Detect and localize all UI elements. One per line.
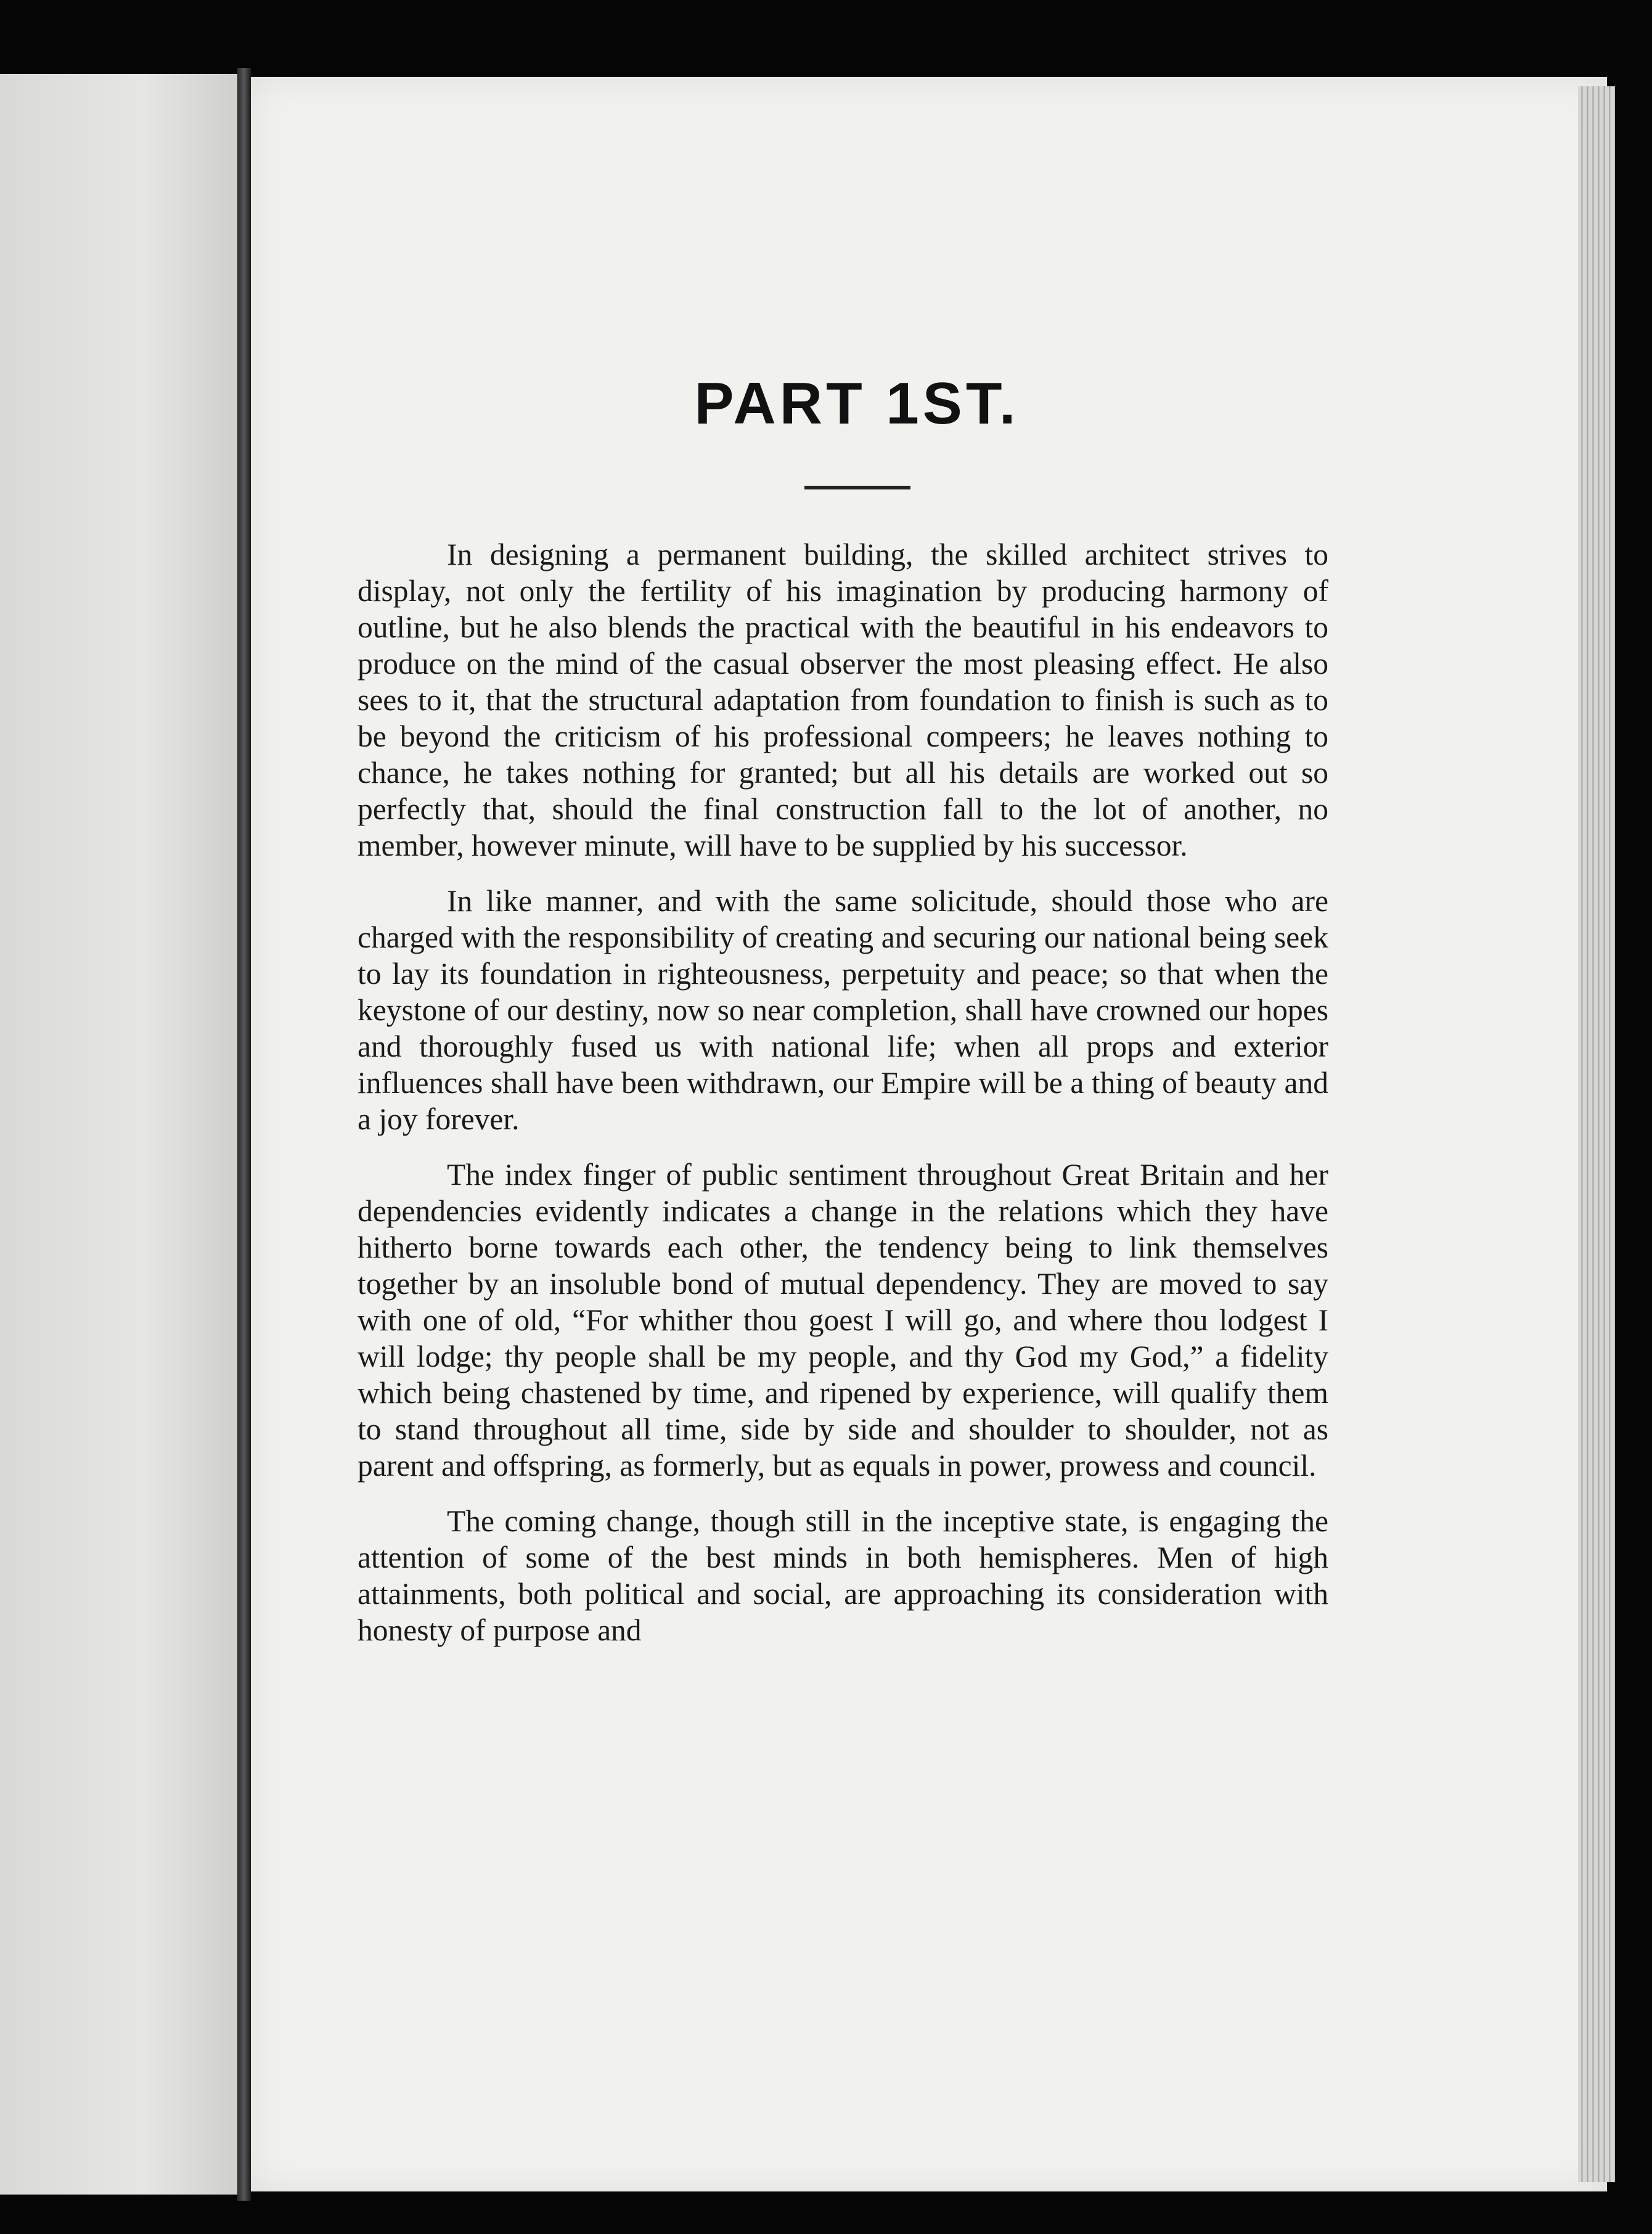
paragraph-3: The index finger of public sentiment throughout Great Britain and her dependencies evidently indicates a change in the relations which they have hitherto borne towards each other, the tendency being to link themselves together by an insoluble bond of mutual dependency. They are moved to say with one of old, “For whither thou goest I will go, and where thou lodgest I will lodge; thy people shall be my people, and thy God my God,” a fidelity which being chastened by time, and ripened by experience, will qualify them to stand throughout all time, side by side and shoulder to shoulder, not as parent and offspring, as formerly, but as equals in power, prowess and council. — [358, 1158, 1328, 1483]
book-binding — [237, 68, 251, 2201]
facing-page-edge — [0, 74, 237, 2195]
paragraph-2: In like manner, and with the same solicitude, should those who are charged with the responsibility of creating and securing our national being seek to lay its foundation in righteousness, perpetuity and peace; so that when the keystone of our destiny, now so near completion, shall have crowned our hopes and thoroughly fused us with national life; when all props and exterior influences shall have been withdrawn, our Empire will be a thing of beauty and a joy forever. — [358, 884, 1328, 1136]
body-text — [358, 536, 1328, 1667]
part-heading: PART 1ST. — [694, 370, 1020, 436]
page-stack-edge — [1578, 86, 1615, 2182]
heading-rule — [804, 486, 910, 489]
paragraph-4: The coming change, though still in the inceptive state, is engaging the attention of some of the best minds in both hemispheres. Men of high attainments, both political and social, are approaching its consideration with honesty of purpose and — [358, 1504, 1328, 1647]
paragraph-1: In designing a permanent building, the skilled architect strives to display, not only the fertility of his imagination by producing harmony of outline, but he also blends the practical with the beautiful in his endeavors to produce on the mind of the casual observer the most pleasing effect. He also sees to it, that the structural adaptation from foundation to finish is such as to be beyond the criticism of his professional compeers; he leaves nothing to chance, he takes nothing for granted; but all his details are worked out so perfectly that, should the final construction fall to the lot of another, no member, however minute, will have to be supplied by his successor. — [358, 538, 1328, 862]
